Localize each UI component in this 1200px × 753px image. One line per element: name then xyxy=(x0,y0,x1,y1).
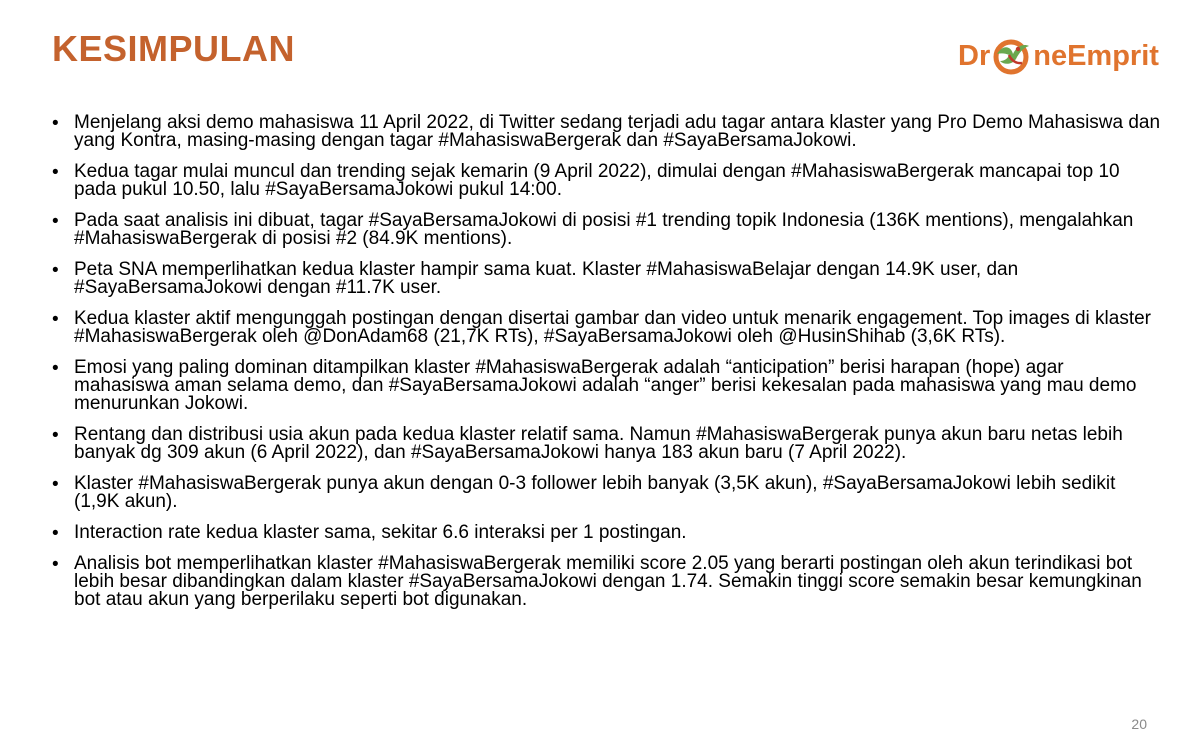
bullet-marker: • xyxy=(52,211,59,232)
bullet-marker: • xyxy=(52,358,59,379)
bullet-marker: • xyxy=(52,425,59,446)
bullet-marker: • xyxy=(52,554,59,575)
bullet-text: Menjelang aksi demo mahasiswa 11 April 2022, di Twitter sedang terjadi adu tagar antara klaster yang Pro Demo Mahasiswa dan yang Kontra, masing-masing dengan tagar #MahasiswaBergerak dan #SayaBersamaJokowi. xyxy=(74,112,1161,151)
bullet-marker: • xyxy=(52,162,59,183)
bullet-text: Rentang dan distribusi usia akun pada kedua klaster relatif sama. Namun #MahasiswaBergerak punya akun baru netas lebih banyak dg 309 akun (6 April 2022), dan #SayaBersamaJokowi hanya 183 akun baru (7 April 2022). xyxy=(74,424,1123,463)
drone-emprit-logo xyxy=(958,32,1159,80)
logo-text-end: neEmprit xyxy=(1033,39,1159,72)
slide-title: KESIMPULAN xyxy=(52,28,296,69)
bullet-marker: • xyxy=(52,309,59,330)
list-item xyxy=(52,359,1162,413)
bullet-text: Emosi yang paling dominan ditampilkan klaster #MahasiswaBergerak adalah “anticipation” berisi harapan (hope) agar mahasiswa aman selama demo, dan #SayaBersamaJokowi adalah “anger” berisi kekesalan pada mahasiswa yang mau demo menurunkan Jokowi. xyxy=(74,357,1137,414)
bullet-text: Kedua klaster aktif mengunggah postingan dengan disertai gambar dan video untuk menarik engagement. Top images di klaster #MahasiswaBergerak oleh @DonAdam68 (21,7K RTs), #SayaBersamaJokowi oleh @HusinShihab (3,6K RTs). xyxy=(74,308,1151,347)
list-item xyxy=(52,114,1162,150)
bullet-text: Kedua tagar mulai muncul dan trending sejak kemarin (9 April 2022), dimulai dengan #MahasiswaBergerak mancapai top 10 pada pukul 10.50, lalu #SayaBersamaJokowi pukul 14:00. xyxy=(74,161,1120,200)
conclusion-list xyxy=(52,114,1162,622)
bullet-marker: • xyxy=(52,260,59,281)
bullet-text: Pada saat analisis ini dibuat, tagar #SayaBersamaJokowi di posisi #1 trending topik Indonesia (136K mentions), mengalahkan #MahasiswaBergerak di posisi #2 (84.9K mentions). xyxy=(74,210,1134,249)
list-item xyxy=(52,261,1162,297)
bullet-marker: • xyxy=(52,113,59,134)
page-number: 20 xyxy=(1131,716,1147,732)
list-item xyxy=(52,555,1162,609)
list-item xyxy=(52,212,1162,248)
bullet-text: Interaction rate kedua klaster sama, sekitar 6.6 interaksi per 1 postingan. xyxy=(74,522,687,543)
logo-text-start: Dr xyxy=(958,39,991,72)
list-item xyxy=(52,426,1162,462)
bullet-marker: • xyxy=(52,523,59,544)
bullet-marker: • xyxy=(52,474,59,495)
list-item xyxy=(52,475,1162,511)
bird-icon xyxy=(989,34,1033,78)
bullet-text: Peta SNA memperlihatkan kedua klaster hampir sama kuat. Klaster #MahasiswaBelajar dengan 14.9K user, dan #SayaBersamaJokowi dengan #11.7K user. xyxy=(74,259,1019,298)
list-item xyxy=(52,163,1162,199)
list-item xyxy=(52,524,1162,542)
bullet-text: Klaster #MahasiswaBergerak punya akun dengan 0-3 follower lebih banyak (3,5K akun), #SayaBersamaJokowi lebih sedikit (1,9K akun). xyxy=(74,473,1116,512)
bullet-text: Analisis bot memperlihatkan klaster #MahasiswaBergerak memiliki score 2.05 yang berarti postingan oleh akun terindikasi bot lebih besar dibandingkan dalam klaster #SayaBersamaJokowi dengan 1.74. Semakin tinggi score semakin besar kemungkinan bot atau akun yang berperilaku seperti bot digunakan. xyxy=(74,553,1142,610)
list-item xyxy=(52,310,1162,346)
